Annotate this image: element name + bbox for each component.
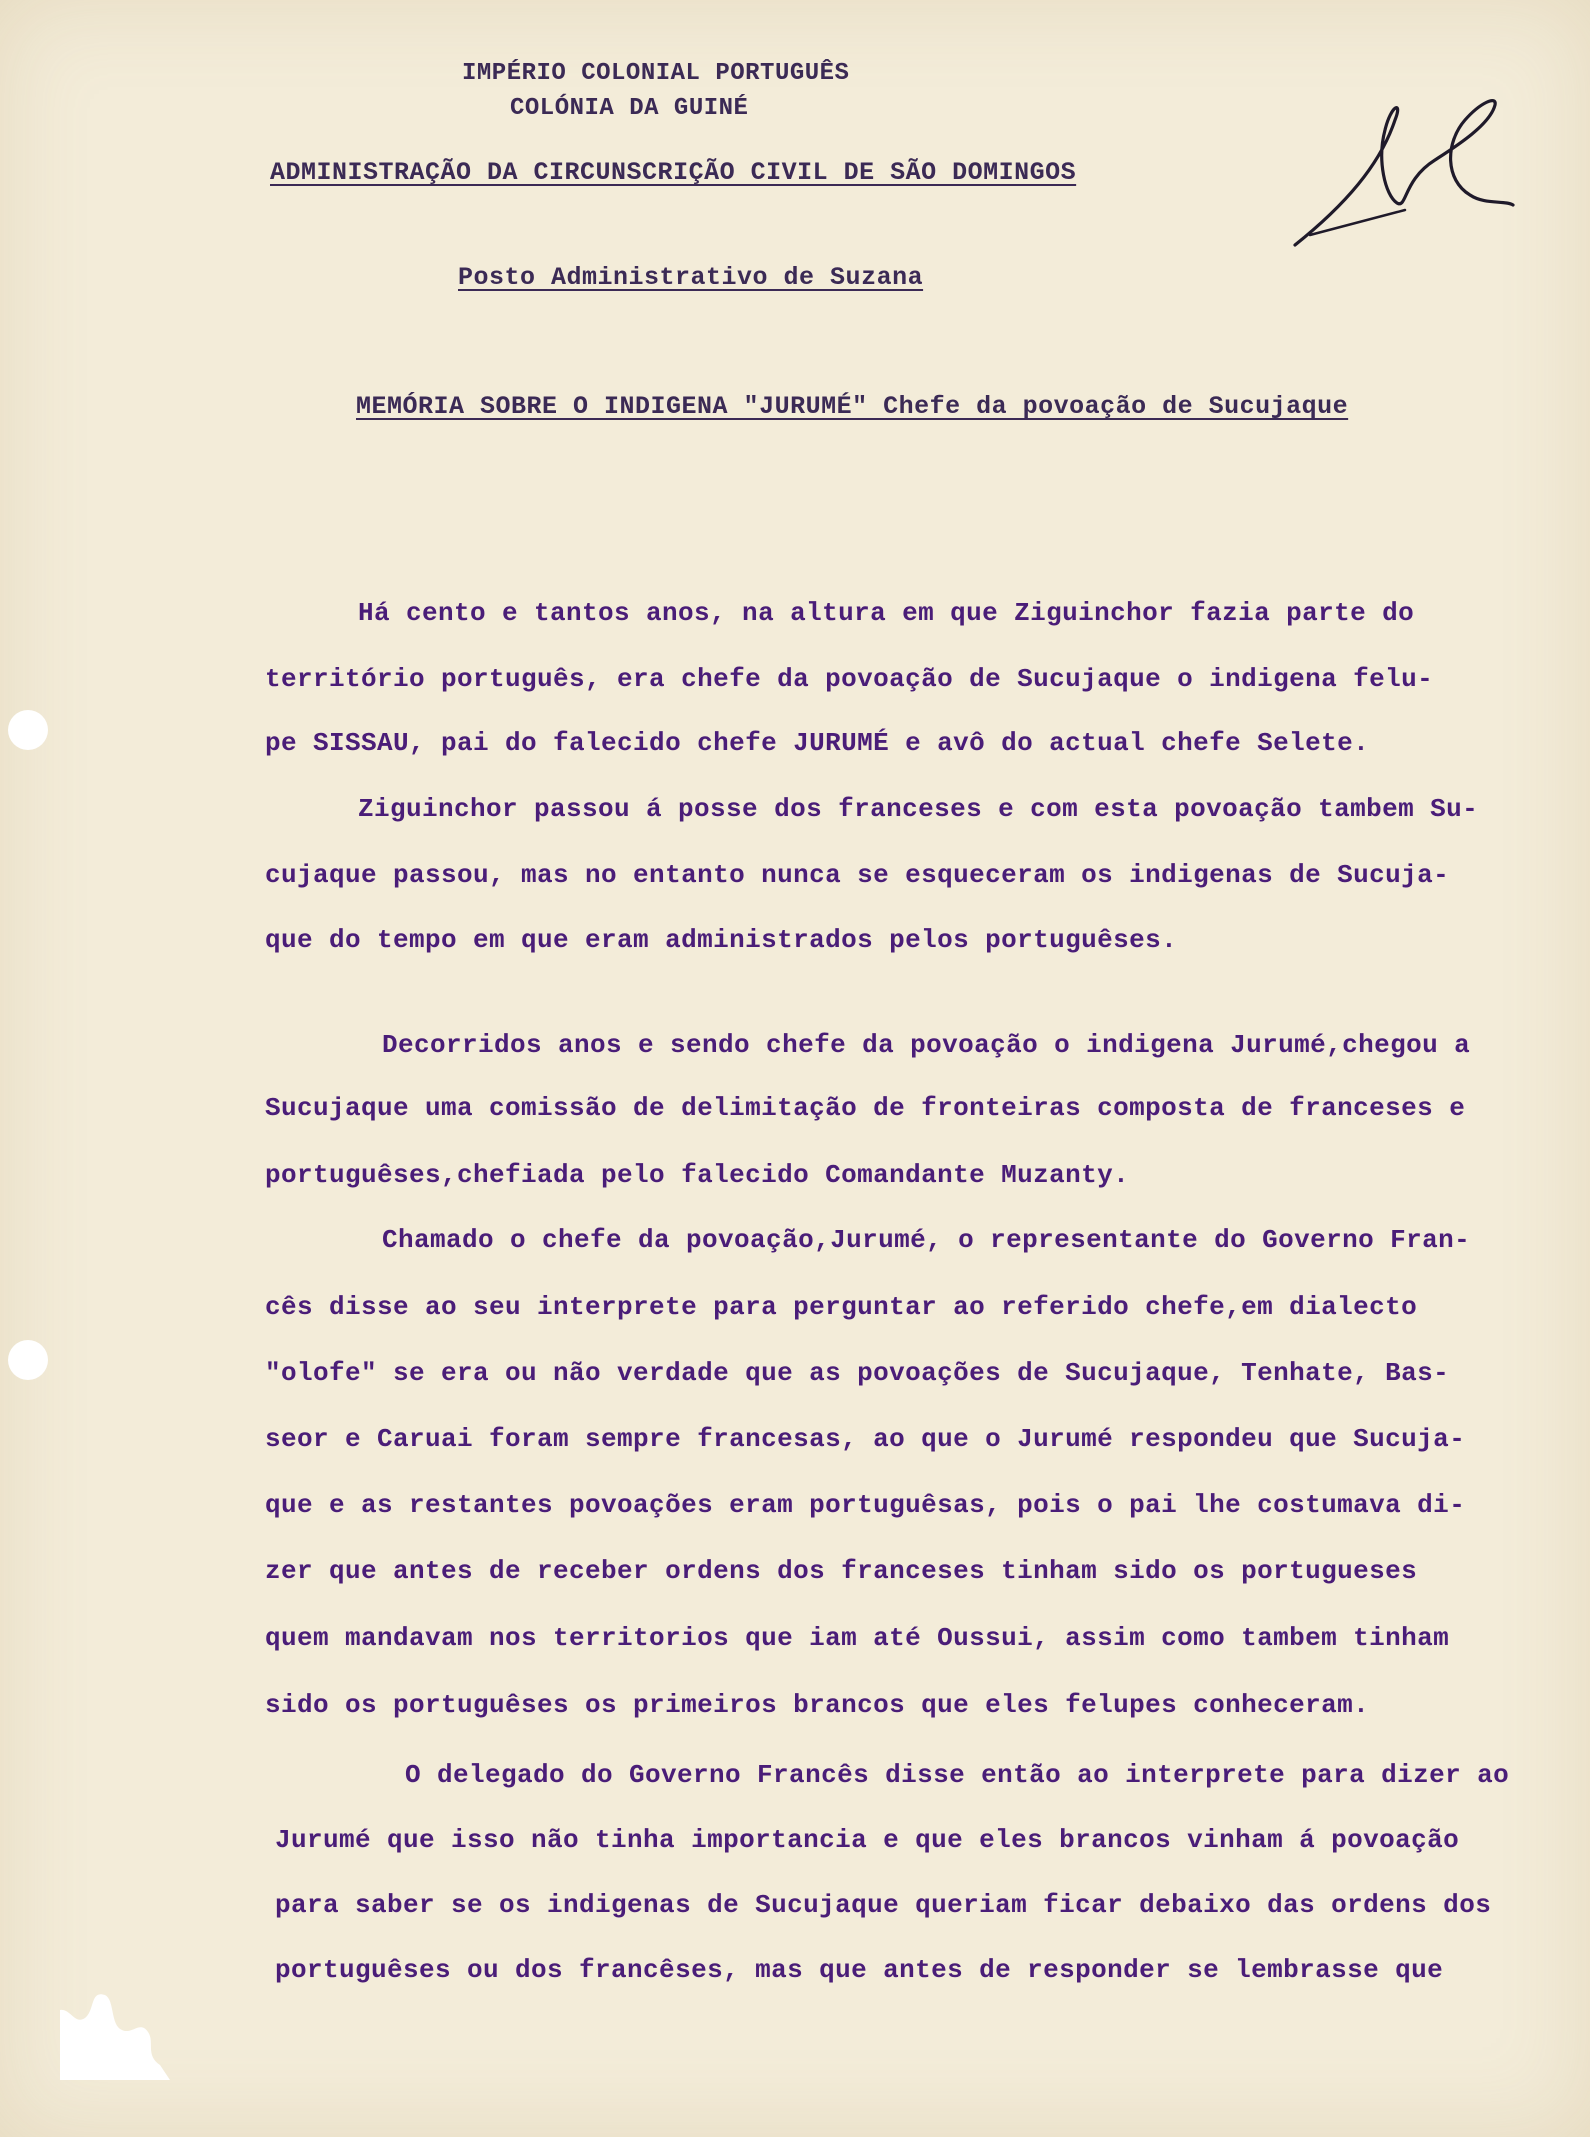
header-administration: ADMINISTRAÇÃO DA CIRCUNSCRIÇÃO CIVIL DE SÃO DOMINGOS [270,158,1077,187]
body-line: cês disse ao seu interprete para perguntar ao referido chefe,em dialecto [265,1292,1418,1322]
body-line: Decorridos anos e sendo chefe da povoação o indigena Jurumé,chegou a [382,1030,1471,1060]
body-line: Jurumé que isso não tinha importancia e que eles brancos vinham á povoação [275,1825,1460,1855]
body-line: que e as restantes povoações eram portuguêsas, pois o pai lhe costumava di- [265,1490,1466,1520]
body-line: pe SISSAU, pai do falecido chefe JURUMÉ e avô do actual chefe Selete. [265,728,1370,758]
body-line: Chamado o chefe da povoação,Jurumé, o representante do Governo Fran- [382,1225,1471,1255]
memo-title: MEMÓRIA SOBRE O INDIGENA "JURUMÉ" Chefe da povoação de Sucujaque [356,392,1349,421]
body-line: território português, era chefe da povoação de Sucujaque o indigena felu- [265,664,1434,694]
body-line: cujaque passou, mas no entanto nunca se esqueceram os indigenas de Sucuja- [265,860,1450,890]
body-line: seor e Caruai foram sempre francesas, ao que o Jurumé respondeu que Sucuja- [265,1424,1466,1454]
body-line: para saber se os indigenas de Sucujaque queriam ficar debaixo das ordens dos [275,1890,1492,1920]
header-post: Posto Administrativo de Suzana [458,263,924,292]
body-line: sido os portuguêses os primeiros brancos que eles felupes conheceram. [265,1690,1370,1720]
body-line: Ziguinchor passou á posse dos franceses e com esta povoação tambem Su- [358,794,1479,824]
body-line: quem mandavam nos territorios que iam até Oussui, assim como tambem tinham [265,1623,1450,1653]
body-line: O delegado do Governo Francês disse então ao interprete para dizer ao [405,1760,1510,1790]
body-line: portuguêses,chefiada pelo falecido Comandante Muzanty. [265,1160,1130,1190]
body-line: Há cento e tantos anos, na altura em que Ziguinchor fazia parte do [358,598,1415,628]
header-empire: IMPÉRIO COLONIAL PORTUGUÊS [462,60,850,87]
body-line: Sucujaque uma comissão de delimitação de fronteiras composta de franceses e [265,1093,1466,1123]
body-line: zer que antes de receber ordens dos franceses tinham sido os portugueses [265,1556,1418,1586]
punch-hole [8,1340,48,1380]
torn-paper-corner [60,1970,170,2080]
punch-hole [8,710,48,750]
body-line: "olofe" se era ou não verdade que as povoações de Sucujaque, Tenhate, Bas- [265,1358,1450,1388]
signature-mark [1285,85,1515,255]
body-line: que do tempo em que eram administrados pelos portuguêses. [265,925,1178,955]
body-line: portuguêses ou dos francêses, mas que antes de responder se lembrasse que [275,1955,1444,1985]
header-colony: COLÓNIA DA GUINÉ [510,95,749,122]
